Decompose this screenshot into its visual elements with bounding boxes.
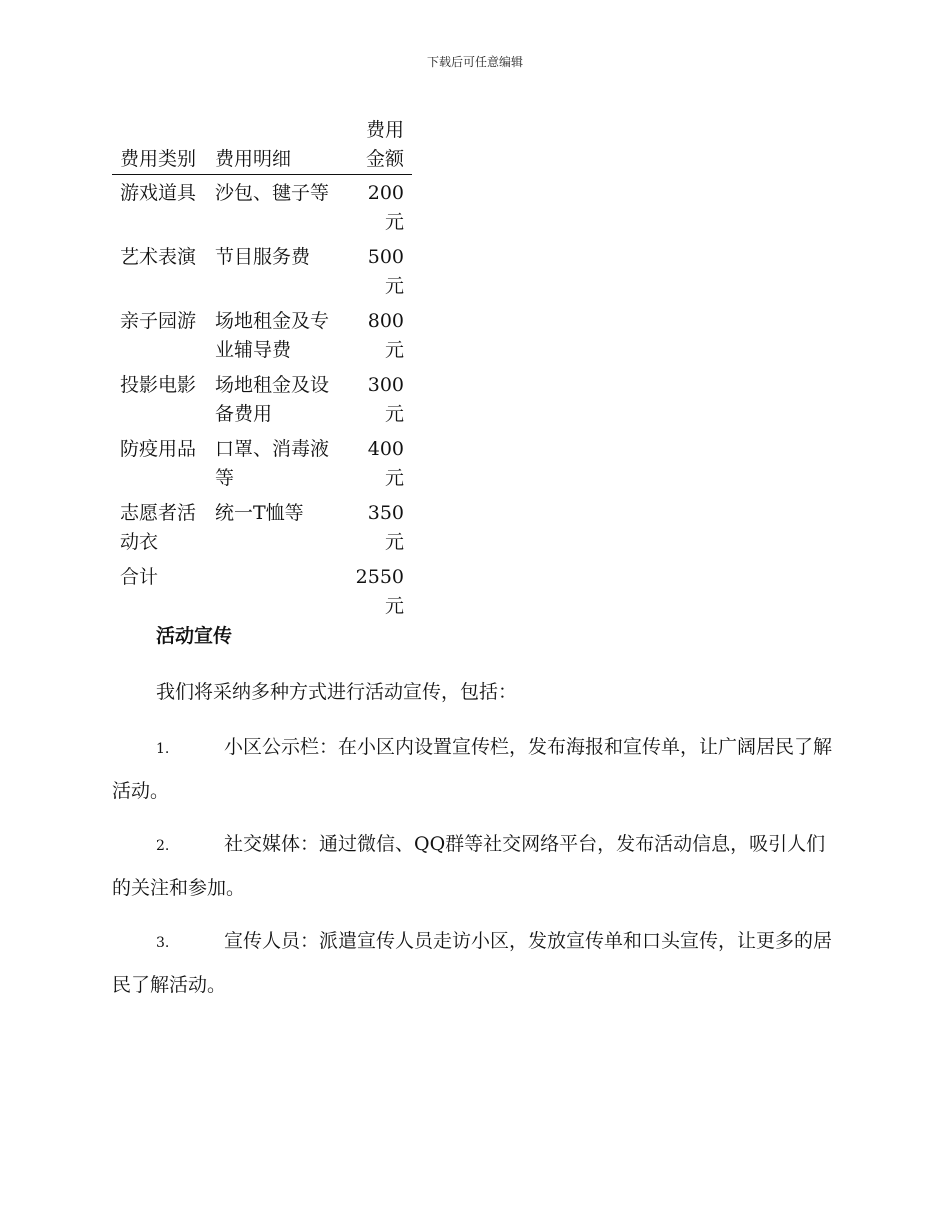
list-item-text: 小区公示栏：在小区内设置宣传栏，发布海报和宣传单，让广阔居民了解活动。 <box>112 736 833 802</box>
cell-category: 游戏道具 <box>120 182 197 204</box>
list-item <box>112 726 832 812</box>
cost-table <box>112 114 412 623</box>
cell-detail: 沙包、毽子等 <box>214 182 329 204</box>
list-item-number: 1. <box>156 741 170 757</box>
list-item <box>112 823 832 909</box>
cell-amount: 350元 <box>367 502 404 553</box>
cell-category: 投影电影 <box>120 374 197 396</box>
cell-amount: 400元 <box>367 438 404 489</box>
table-row <box>112 495 412 559</box>
cell-detail: 口罩、消毒液等 <box>214 438 329 489</box>
header-category: 费用类别 <box>112 114 207 175</box>
header-text: 下载后可任意编辑 <box>426 55 523 69</box>
cell-detail: 节目服务费 <box>214 246 310 268</box>
list-item-number: 3. <box>156 935 170 951</box>
table-row <box>112 367 412 431</box>
page-header <box>0 53 950 70</box>
cell-amount: 500元 <box>367 246 404 297</box>
table-row <box>112 431 412 495</box>
list-item-number: 2. <box>156 838 170 854</box>
list-item-text: 宣传人员：派遣宣传人员走访小区，发放宣传单和口头宣传，让更多的居民了解活动。 <box>112 930 833 996</box>
list-item-text: 社交媒体：通过微信、QQ群等社交网络平台，发布活动信息，吸引人们的关注和参加。 <box>112 833 826 899</box>
cell-category: 亲子园游 <box>120 310 197 332</box>
cell-category: 防疫用品 <box>120 438 197 460</box>
table-row <box>112 175 412 240</box>
cell-detail: 统一T恤等 <box>214 502 304 524</box>
cell-category: 志愿者活动衣 <box>120 502 197 553</box>
table-total-row <box>112 559 412 623</box>
header-amount: 费用金额 <box>344 114 412 175</box>
table-row <box>112 303 412 367</box>
cell-detail: 场地租金及专业辅导费 <box>214 310 329 361</box>
cell-amount: 300元 <box>367 374 404 425</box>
section-heading: 活动宣传 <box>156 625 233 647</box>
table-header-row <box>112 114 412 175</box>
table-row <box>112 239 412 303</box>
cell-detail: 场地租金及设备费用 <box>214 374 329 425</box>
cell-category: 艺术表演 <box>120 246 197 268</box>
cell-detail <box>207 559 344 623</box>
section-intro: 我们将采纳多种方式进行活动宣传，包括： <box>156 681 518 703</box>
cell-category: 合计 <box>120 566 159 588</box>
header-detail: 费用明细 <box>207 114 344 175</box>
cell-amount: 800元 <box>367 310 404 361</box>
cell-amount: 2550元 <box>355 566 404 617</box>
cell-amount: 200元 <box>367 182 404 233</box>
list-item <box>112 920 832 1006</box>
